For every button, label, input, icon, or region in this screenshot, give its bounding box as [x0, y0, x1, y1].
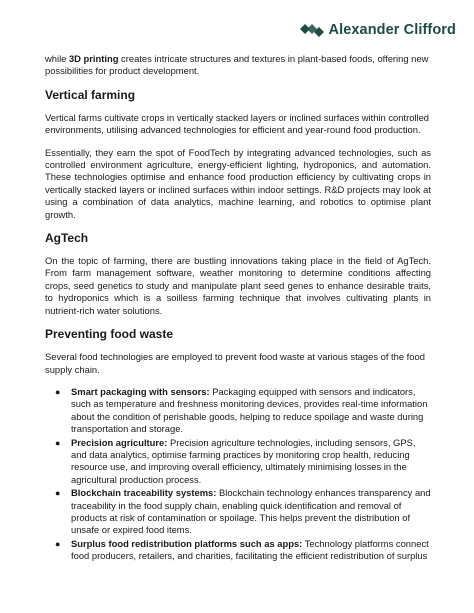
intro-paragraph: while 3D printing creates intricate structures and textures in plant-based foods, offering new possibilities for product development.: [45, 53, 429, 77]
bullet-item-blockchain: ● Blockchain traceability systems: Blockchain technology enhances transparency and traceability in the food supply chain, enabling quick identification and removal of products at risk of contamination or spoilage. This helps prevent the distribution of unsafe or expired food items.: [55, 487, 431, 536]
vertical-farming-paragraph-2: Essentially, they earn the spot of FoodTech by integrating advanced technologies, such as controlled environment agriculture, energy-efficient lighting, hydroponics, and automation. These technologies optimise and enhance food production efficiency by cultivating crops in vertically stacked layers or inclined surfaces within indoor settings. R&D projects may look at using a combination of data analytics, machine learning, and robotics to optimise plant growth.: [45, 146, 431, 220]
bullet-dot-icon: ●: [55, 488, 61, 499]
agtech-paragraph-1: On the topic of farming, there are bustling innovations taking place in the field of AgTech. From farm management software, weather monitoring to determine conditions affecting crops, seed genetics to study and manipulate plant seed genes to enhance desirable traits, to hydroponics which is a soilless farming technique that involves cultivating plants in nutrient-rich water solutions.: [45, 255, 431, 316]
document-body: [45, 53, 431, 564]
bullet-item-surplus-food: ● Surplus food redistribution platforms such as apps: Technology platforms connect food producers, retailers, and charities, facilitating the efficient redistribution of surplus: [55, 537, 429, 562]
bullet-dot-icon: ●: [55, 437, 61, 448]
bullet-dot-icon: ●: [55, 386, 61, 397]
section-heading-food-waste: Preventing food waste: [45, 327, 174, 342]
vertical-farming-paragraph-1: Vertical farms cultivate crops in vertically stacked layers or inclined surfaces within controlled environments, utilising advanced technologies for efficient and year-round food production.: [45, 111, 430, 136]
food-waste-bullet-list: [45, 386, 431, 563]
intro-bold-term: 3D printing: [68, 53, 119, 64]
alexander-clifford-logo-icon: [300, 23, 324, 37]
food-waste-paragraph-1: Several food technologies are employed to prevent food waste at various stages of the food supply chain.: [45, 351, 425, 375]
section-heading-agtech: AgTech: [45, 231, 89, 246]
section-heading-vertical-farming: Vertical farming: [45, 87, 136, 102]
brand-logo: [300, 22, 457, 38]
brand-name: Alexander Clifford: [328, 22, 456, 38]
bullet-item-precision-agriculture: ● Precision agriculture: Precision agriculture technologies, including sensors, GPS, and data analytics, optimise farming practices by monitoring crop health, reducing resource use, and improving overall efficiency, ultimately minimising losses in the agricultural production process.: [55, 436, 416, 485]
bullet-item-smart-packaging: ● Smart packaging with sensors: Packaging equipped with sensors and indicators, such as temperature and freshness monitoring devices, provides real-time information about the condition of perishable goods, helping to reduce spoilage and waste during transportation and storage.: [55, 385, 428, 435]
bullet-dot-icon: ●: [55, 538, 61, 549]
